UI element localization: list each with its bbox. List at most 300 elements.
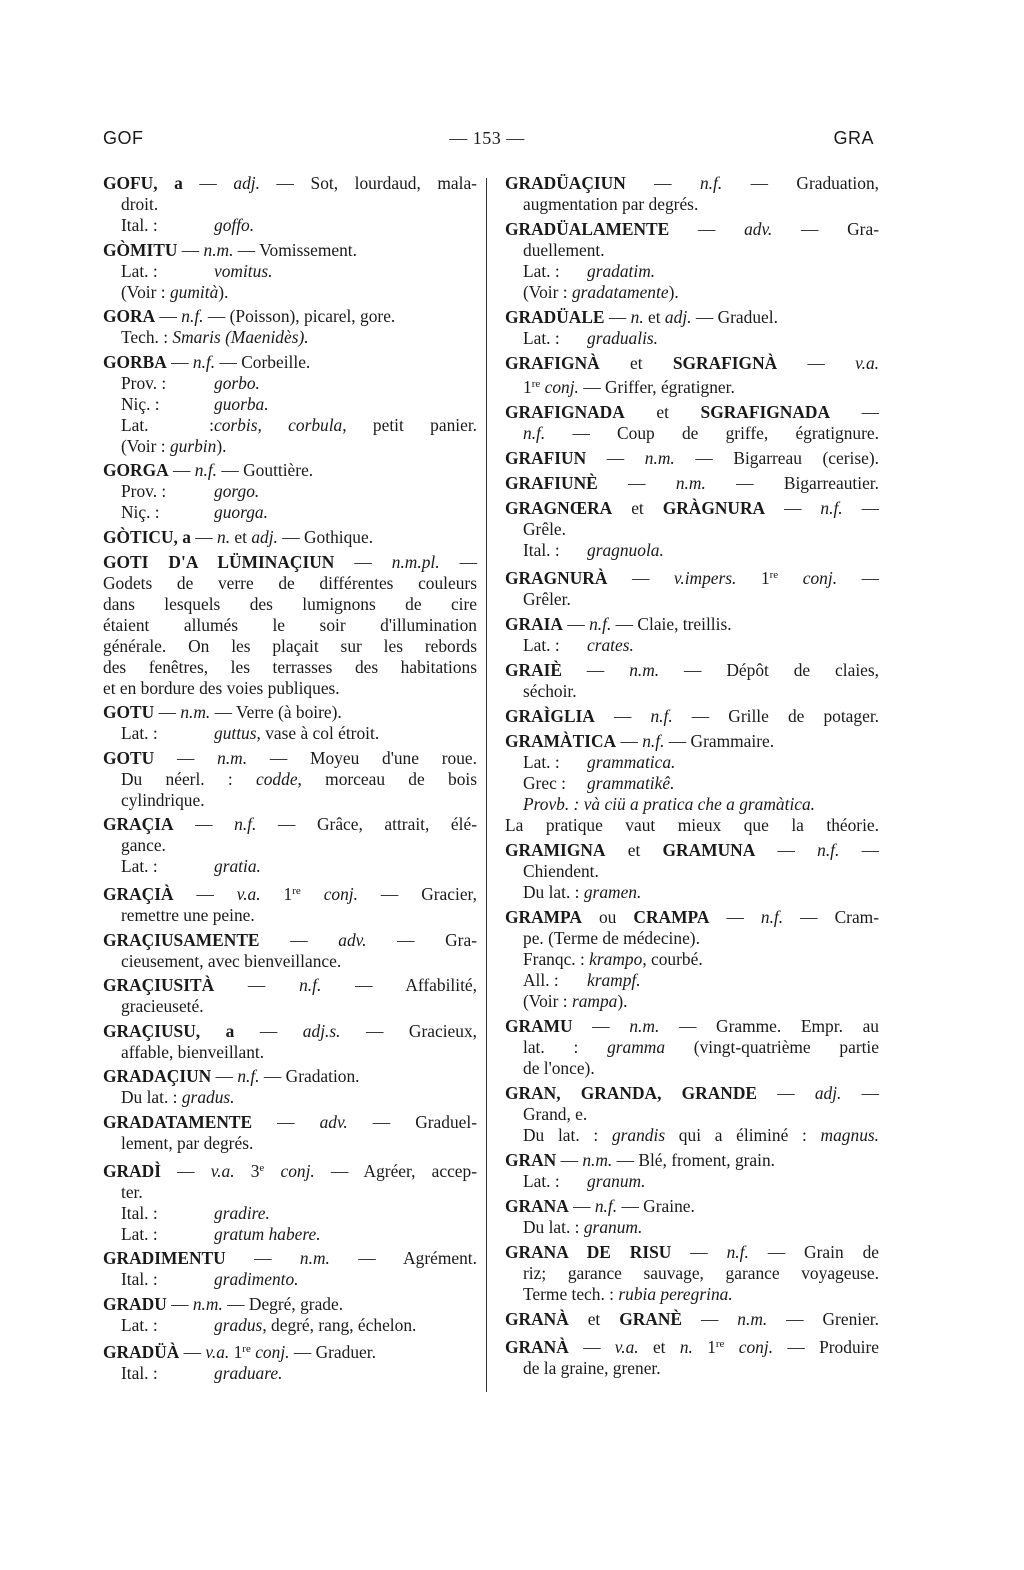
dictionary-entry	[505, 219, 879, 303]
headword: GRADÜALAMENTE	[505, 219, 670, 239]
entry-line	[103, 481, 477, 502]
entry-line	[103, 215, 477, 236]
dictionary-entry	[505, 307, 879, 349]
language-label: Lat. :	[121, 1314, 158, 1335]
italic-text: n.f.	[760, 907, 784, 927]
headword: SGRAFIGNADA	[700, 402, 831, 422]
entry-line	[103, 615, 477, 636]
text: —	[334, 551, 392, 572]
headword: GRADU	[103, 1293, 167, 1314]
entry-line	[505, 1125, 879, 1146]
entry-line	[103, 1133, 477, 1154]
italic-text: gradatim.	[587, 261, 656, 281]
running-head-left: GOF	[103, 128, 144, 148]
text: , degré, rang, échelon.	[262, 1314, 417, 1335]
italic-text: crates.	[587, 635, 634, 655]
text: —	[765, 498, 821, 518]
text: lat. :	[523, 1037, 608, 1057]
dictionary-entry	[505, 498, 879, 561]
dictionary-entry	[505, 448, 879, 469]
text: , petit panier.	[342, 414, 477, 435]
dictionary-entry	[505, 731, 879, 836]
text: —	[839, 840, 880, 860]
entry-line	[505, 1104, 879, 1125]
text: et	[612, 498, 663, 518]
italic-text: codde	[256, 768, 298, 789]
entry-headline	[505, 660, 879, 681]
text: Grêle.	[523, 519, 566, 539]
text: — Affabilité,	[321, 975, 477, 996]
text: — Grain de	[748, 1242, 879, 1262]
italic-text: goffo.	[214, 215, 255, 235]
entry-headline	[103, 702, 477, 723]
dictionary-entry	[505, 614, 879, 656]
entry-headline	[103, 460, 477, 481]
language-label: Prov. :	[121, 372, 167, 393]
text: — Degré, grade.	[222, 1293, 344, 1314]
text: Chiendent.	[523, 861, 599, 881]
text: (Voir :	[523, 991, 572, 1011]
entry-line	[505, 589, 879, 610]
page-number: — 153 —	[449, 128, 525, 148]
italic-text: gorgo.	[214, 481, 260, 502]
entry-headline	[505, 219, 879, 240]
text: et	[230, 526, 252, 547]
text: — Dépôt de claies,	[659, 660, 879, 680]
dictionary-entry	[505, 1196, 879, 1238]
language-label: Ital. :	[121, 215, 158, 235]
superscript: re	[531, 378, 541, 390]
text	[301, 884, 324, 904]
italic-text: n.m.pl.	[391, 551, 440, 572]
entry-headline	[505, 473, 879, 494]
text: ,	[257, 414, 289, 435]
text: 1	[229, 1342, 243, 1363]
text: Du lat. :	[523, 882, 584, 902]
headword: GRAFIGNÀ	[505, 353, 600, 373]
entry-line	[505, 423, 879, 444]
text: —	[259, 929, 339, 950]
text: —	[173, 883, 237, 904]
italic-text: n.f.	[234, 814, 257, 835]
italic-text: corbula	[288, 414, 343, 435]
text: — Coup de griffe, égratignure.	[545, 423, 879, 443]
italic-text: adj.	[251, 526, 278, 547]
italic-text: guorga.	[214, 502, 268, 523]
entry-line	[103, 373, 477, 394]
entry-line	[505, 374, 879, 398]
language-label: Niç. :	[121, 502, 160, 523]
headword: SGRAFIGNÀ	[672, 353, 778, 373]
entry-headline	[505, 1150, 879, 1171]
headword: GRANÀ	[505, 1337, 569, 1357]
language-label: Ital. :	[121, 1363, 158, 1384]
headword: GRANÀ	[505, 1309, 569, 1329]
text: — Grammaire.	[664, 731, 775, 751]
entry-line	[505, 540, 879, 561]
dictionary-entry	[505, 1083, 879, 1146]
text: —	[173, 814, 235, 835]
entry-line	[505, 1263, 879, 1284]
text: — Gracier,	[357, 883, 477, 904]
language-label: Lat. :	[523, 752, 560, 772]
text: — Gra-	[366, 929, 477, 950]
text: — Bigarreau (cerise).	[674, 448, 879, 468]
italic-text: conj.	[544, 377, 579, 397]
italic-text: Provb. : và ciü a pratica che a gramàtica.	[523, 794, 816, 814]
entry-line	[103, 769, 477, 790]
entry-line	[505, 752, 879, 773]
dictionary-entry	[505, 565, 879, 610]
text: ter.	[121, 1181, 143, 1202]
dictionary-entry	[505, 402, 879, 444]
headword: GRAÇIUSU, a	[103, 1020, 235, 1041]
column-divider	[486, 178, 487, 1392]
text: —	[669, 219, 745, 239]
italic-text: n.f.	[726, 1242, 749, 1262]
text: 1	[692, 1337, 716, 1357]
entry-line	[103, 415, 477, 436]
entry-headline	[103, 814, 477, 835]
headword: GRADATAMENTE	[103, 1111, 253, 1132]
text: Terme tech. :	[523, 1284, 619, 1304]
entry-headline	[103, 975, 477, 996]
entry-line	[505, 261, 879, 282]
italic-text: gradualis.	[587, 328, 659, 348]
entry-headline	[103, 527, 477, 548]
language-label: Lat. :	[523, 328, 560, 348]
text: —	[572, 1016, 630, 1036]
text: et en bordure des voies publiques.	[103, 677, 340, 698]
italic-text: v.a.	[855, 353, 879, 373]
headword: GORA	[103, 306, 156, 327]
entry-line	[103, 905, 477, 926]
text: —	[616, 731, 643, 751]
entry-headline	[103, 1158, 477, 1182]
italic-text: adj.	[814, 1083, 842, 1103]
headword: GRAN, GRANDA, GRANDE	[505, 1083, 757, 1103]
italic-text: gragnuola.	[587, 540, 664, 560]
italic-text: n.f.	[817, 840, 840, 860]
italic-text: conj.	[323, 883, 358, 904]
headword: GRANA DE RISU	[505, 1242, 672, 1262]
running-head-right: GRA	[833, 128, 874, 148]
text: —	[211, 1066, 238, 1087]
left-column	[103, 173, 477, 1388]
dictionary-entry	[103, 1339, 477, 1384]
entry-line	[505, 1037, 879, 1058]
text: cieusement, avec bienveillance.	[121, 950, 342, 971]
entry-line	[103, 1182, 477, 1203]
dictionary-entry	[103, 460, 477, 523]
text: des fenêtres, les terrasses des habitations	[103, 656, 477, 677]
text: gance.	[121, 835, 166, 856]
entry-line	[103, 657, 477, 678]
dictionary-entry	[505, 660, 879, 702]
language-label: Lat. :	[121, 1223, 158, 1244]
entry-line	[505, 1058, 879, 1079]
dictionary-entry	[505, 1150, 879, 1192]
headword: GRAFIUN	[505, 448, 587, 468]
headword: GOFU, a	[103, 173, 183, 193]
entry-headline	[505, 173, 879, 194]
entry-line	[103, 835, 477, 856]
text: — Graine.	[617, 1196, 695, 1216]
text: , morceau de bois	[297, 768, 477, 789]
headword: GRAMPA	[505, 907, 582, 927]
entry-line	[103, 194, 477, 215]
headword: GRAÇIA	[103, 814, 174, 835]
text: Franqc. :	[523, 949, 590, 969]
italic-text: rubia peregrina.	[618, 1284, 733, 1304]
entry-headline	[103, 552, 477, 573]
superscript: re	[769, 569, 779, 581]
dictionary-entry	[505, 1309, 879, 1330]
italic-text: n.f.	[523, 423, 546, 443]
dictionary-entry	[103, 1158, 477, 1245]
text: —	[166, 1293, 193, 1314]
text: de la graine, grener.	[523, 1358, 661, 1378]
headword: GORBA	[103, 351, 167, 372]
headword: GOTI D'A LÜMINAÇIUN	[103, 551, 335, 572]
italic-text: n.f.	[299, 975, 322, 996]
entry-headline	[103, 1339, 477, 1363]
text	[778, 568, 803, 588]
text: Du néerl. :	[121, 768, 257, 789]
text: —	[671, 1242, 727, 1262]
text: (Voir :	[121, 281, 170, 302]
italic-text: v.impers.	[673, 568, 737, 588]
text: 1	[523, 377, 532, 397]
text: riz; garance sauvage, garance voyageuse.	[523, 1263, 879, 1283]
italic-text: gumità	[169, 281, 219, 302]
headword: GRAFIGNADA	[505, 402, 625, 422]
entry-line	[505, 949, 879, 970]
text: —	[607, 568, 674, 588]
text	[724, 1337, 738, 1357]
italic-text: conj.	[255, 1342, 290, 1363]
entry-line	[505, 928, 879, 949]
dictionary-entry	[505, 840, 879, 903]
text: (vingt-quatrième partie	[665, 1037, 879, 1057]
text: ).	[218, 281, 229, 302]
text: dans lesquels des lumignons de cire	[103, 593, 477, 614]
italic-text: conj.	[280, 1160, 315, 1181]
entry-line	[103, 790, 477, 811]
italic-text: rampa	[571, 991, 618, 1011]
text: — Grille de potager.	[672, 706, 879, 726]
text: — Gra-	[772, 219, 879, 239]
entry-headline	[103, 748, 477, 769]
entry-line	[103, 636, 477, 657]
language-label: Niç. :	[121, 393, 160, 414]
text: droit.	[121, 194, 159, 214]
italic-text: corbis	[214, 414, 258, 435]
text: —	[777, 353, 856, 373]
italic-text: n.m.	[675, 473, 706, 493]
text: —	[182, 173, 234, 193]
italic-text: v.a.	[236, 883, 261, 904]
entry-headline	[103, 1248, 477, 1269]
superscript: e	[259, 1161, 265, 1174]
italic-text: gratia.	[214, 856, 261, 877]
dictionary-entry	[103, 702, 477, 744]
entry-headline	[505, 1083, 879, 1104]
entry-headline	[505, 907, 879, 928]
text: —	[597, 473, 676, 493]
text: duellement.	[523, 240, 605, 260]
headword: GRADÜÀ	[103, 1342, 180, 1363]
italic-text: n.f.	[589, 614, 612, 634]
entry-headline	[505, 614, 879, 635]
text: — (Poisson), picarel, gore.	[203, 306, 396, 327]
dictionary-entry	[103, 975, 477, 1017]
text: — Gouttière.	[217, 460, 314, 481]
entry-headline	[505, 706, 879, 727]
italic-text: krampo	[589, 949, 643, 969]
italic-text: n.m.	[192, 1293, 223, 1314]
entry-headline	[103, 1294, 477, 1315]
text: cylindrique.	[121, 789, 205, 810]
entry-line	[103, 1042, 477, 1063]
text: — Graduer.	[289, 1342, 376, 1363]
text: — Vomissement.	[233, 239, 357, 260]
headword: GRAÇIUSAMENTE	[103, 929, 260, 950]
headword: GRADIMENTU	[103, 1248, 226, 1269]
headword: GOTU	[103, 702, 155, 723]
superscript: re	[242, 1343, 251, 1356]
italic-text: n.f.	[699, 173, 723, 193]
entry-line	[103, 723, 477, 744]
text: —	[439, 551, 477, 572]
text: —	[252, 1111, 320, 1132]
text: — Cram-	[783, 907, 879, 927]
italic-text: n.m.	[299, 1248, 330, 1269]
entry-line	[103, 678, 477, 699]
language-label: Lat. :	[523, 1171, 560, 1191]
italic-text: gurbin	[169, 435, 217, 456]
italic-text: guorba.	[214, 393, 269, 414]
italic-text: n.m.	[737, 1309, 768, 1329]
italic-text: v.a.	[205, 1342, 230, 1363]
text: et	[599, 353, 673, 373]
text: de l'once).	[523, 1058, 595, 1078]
entry-headline	[103, 881, 477, 905]
language-label: Lat. :	[523, 635, 560, 655]
text: —	[214, 975, 300, 996]
text: Godets de verre de différentes couleurs	[103, 572, 477, 593]
text: Du lat. :	[523, 1125, 612, 1145]
text: générale. On les plaçait sur les rebords	[103, 635, 477, 656]
text: 1	[736, 568, 770, 588]
superscript: re	[715, 1338, 725, 1350]
text: gracieuseté.	[121, 996, 204, 1017]
entry-line	[505, 1171, 879, 1192]
dictionary-entry	[505, 1242, 879, 1305]
text: — Bigarreautier.	[705, 473, 879, 493]
entry-line	[505, 794, 879, 815]
right-column	[505, 173, 879, 1383]
headword: GRÀGNURA	[662, 498, 766, 518]
italic-text: n.m.	[582, 1150, 613, 1170]
text: Grêler.	[523, 589, 571, 609]
italic-text: n.	[630, 307, 644, 327]
entry-line	[505, 970, 879, 991]
text: 1	[260, 883, 293, 904]
text: —	[604, 307, 631, 327]
dictionary-entry	[103, 748, 477, 811]
entry-headline	[103, 1112, 477, 1133]
language-label: Lat. :	[121, 723, 158, 744]
dictionary-entry	[103, 306, 477, 348]
headword: GRAÌGLIA	[505, 706, 595, 726]
text: ).	[617, 991, 628, 1011]
italic-text: grammatica.	[587, 752, 676, 772]
language-label: Lat. :	[121, 260, 158, 281]
italic-text: n.f.	[642, 731, 665, 751]
text: et	[638, 1337, 680, 1357]
text: —	[625, 173, 700, 193]
dictionary-entry	[505, 353, 879, 398]
italic-text: gramma	[607, 1037, 666, 1057]
text: —	[562, 660, 630, 680]
italic-text: granum.	[587, 1171, 646, 1191]
text: —	[177, 239, 204, 260]
text: —	[682, 1309, 738, 1329]
dictionary-entry	[505, 473, 879, 494]
text: pe. (Terme de médecine).	[523, 928, 700, 948]
headword: GRAMIGNA	[505, 840, 606, 860]
text: — Graduel-	[347, 1111, 477, 1132]
entry-headline	[505, 1309, 879, 1330]
headword: GRAMÀTICA	[505, 731, 617, 751]
italic-text: n.m.	[217, 747, 248, 768]
italic-text: gradatamente	[571, 282, 669, 302]
headword: GRANÈ	[619, 1309, 683, 1329]
italic-text: gradus.	[181, 1087, 235, 1108]
headword: GRADÌ	[103, 1160, 161, 1181]
italic-text: grammatikê.	[587, 773, 675, 793]
entry-line	[103, 1203, 477, 1224]
headword: GORGA	[103, 460, 169, 481]
entry-line	[103, 856, 477, 877]
text: ).	[668, 282, 679, 302]
entry-headline	[103, 240, 477, 261]
entry-line	[103, 951, 477, 972]
entry-line	[505, 519, 879, 540]
dictionary-entry	[505, 1334, 879, 1379]
entry-line	[103, 394, 477, 415]
dictionary-entry	[103, 240, 477, 303]
text: —	[160, 1160, 211, 1181]
text: affable, bienveillant.	[121, 1041, 265, 1062]
text: séchoir.	[523, 681, 577, 701]
text: — Grâce, attrait, élé-	[256, 814, 477, 835]
headword: CRAMPA	[633, 907, 710, 927]
entry-line	[505, 773, 879, 794]
text: remettre une peine.	[121, 904, 255, 925]
headword: GRAÇIUSITÀ	[103, 975, 215, 996]
italic-text: magnus.	[820, 1125, 880, 1145]
text: — Moyeu d'une roue.	[247, 747, 477, 768]
entry-headline	[103, 173, 477, 194]
language-label: Lat. :	[121, 414, 214, 435]
entry-line	[505, 194, 879, 215]
text: —	[179, 1342, 206, 1363]
entry-line	[103, 996, 477, 1017]
headword: GRADAÇIUN	[103, 1066, 212, 1087]
italic-text: Smaris (Maenidès).	[172, 327, 309, 348]
